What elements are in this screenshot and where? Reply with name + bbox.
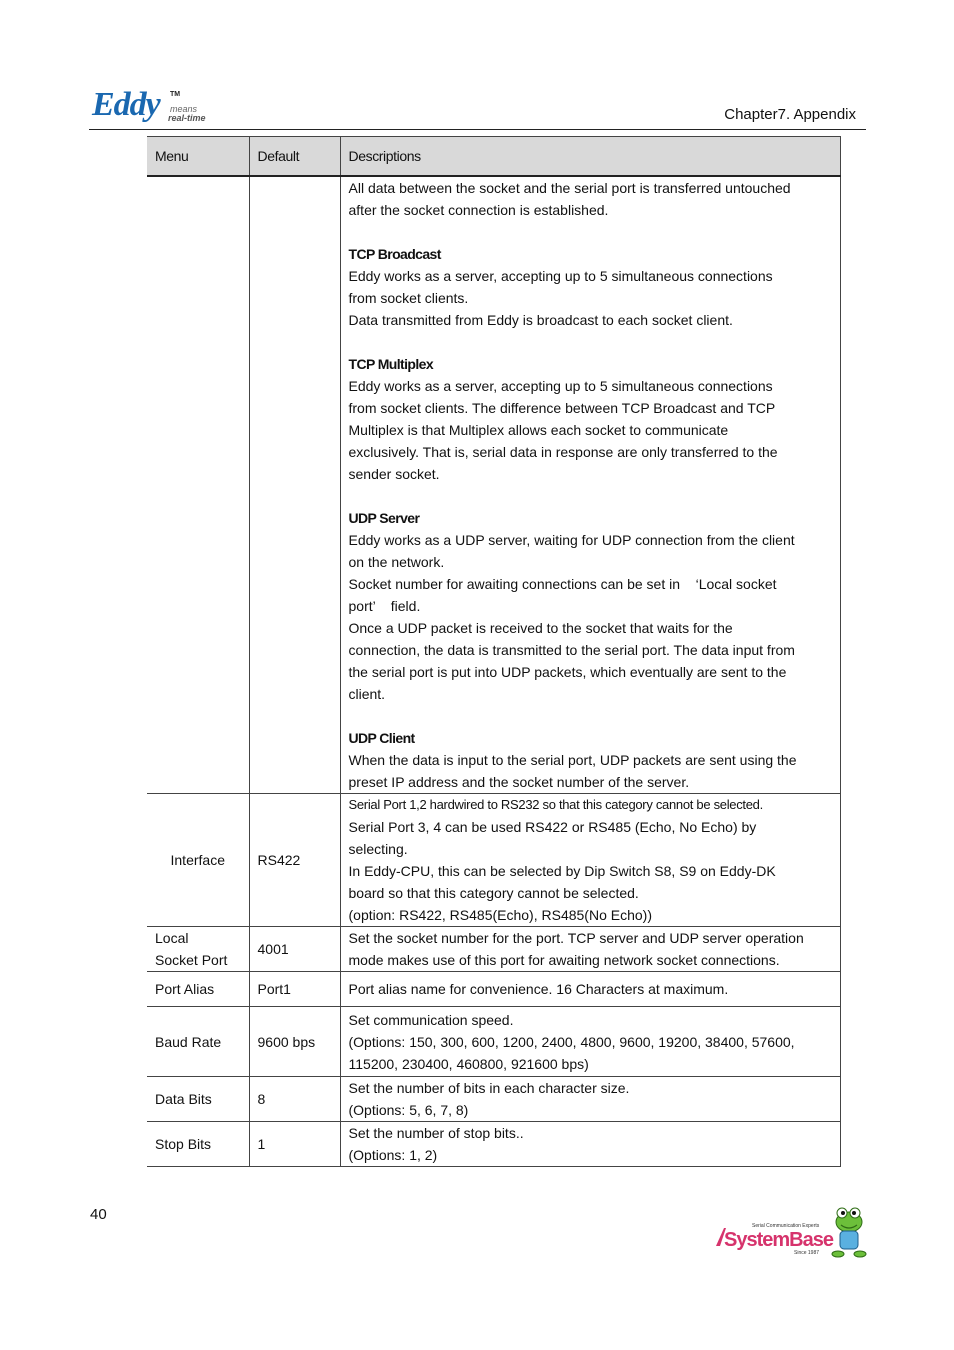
cell-description (340, 1122, 841, 1167)
eddy-logo-realtime: real-time (168, 113, 206, 123)
desc-line: Eddy works as a server, accepting up to 5 simultaneous connections (348, 378, 773, 394)
cell-default: 1 (249, 1122, 340, 1167)
cell-menu (147, 176, 249, 794)
desc-line: preset IP address and the socket number of the server. (348, 774, 690, 790)
eddy-logo-tm: TM (170, 91, 181, 98)
desc-line: selecting. (348, 841, 408, 857)
page-number: 40 (90, 1206, 107, 1223)
column-header-default: Default (249, 137, 340, 177)
cell-menu: Data Bits (147, 1077, 249, 1122)
table-row-interface (147, 794, 841, 927)
cell-default (249, 176, 340, 794)
eddy-logo-means: means (170, 104, 198, 114)
desc-line: client. (348, 686, 386, 702)
desc-line: Serial Port 3, 4 can be used RS422 or RS485 (Echo, No Echo) by (348, 819, 757, 835)
desc-line: Multiplex is that Multiplex allows each socket to communicate (348, 422, 729, 438)
table-row-local-socket-port (147, 927, 841, 972)
cell-description (340, 1007, 841, 1077)
desc-line: after the socket connection is established. (348, 202, 609, 218)
chapter-title: Chapter7. Appendix (724, 106, 856, 123)
cell-menu: Stop Bits (147, 1122, 249, 1167)
table-row-port-alias (147, 972, 841, 1007)
desc-line: board so that this category cannot be selected. (348, 885, 639, 901)
brand-tagline: Serial Communication Experts (752, 1223, 820, 1229)
eddy-logo (92, 86, 212, 126)
desc-line: Eddy works as a server, accepting up to 5 simultaneous connections (348, 268, 773, 284)
desc-line: Set the socket number for the port. TCP server and UDP server operation (348, 930, 804, 946)
desc-line: In Eddy-CPU, this can be selected by Dip Switch S8, S9 on Eddy-DK (348, 863, 776, 879)
systembase-logo (712, 1200, 868, 1262)
desc-line: (Options: 150, 300, 600, 1200, 2400, 4800, 9600, 19200, 38400, 57600, (348, 1033, 795, 1050)
cell-description (340, 1077, 841, 1122)
desc-line: the serial port is put into UDP packets, which eventually are sent to the (348, 664, 787, 680)
desc-line: Serial Port 1,2 hardwired to RS232 so that this category cannot be selected. (348, 797, 763, 812)
desc-line: When the data is input to the serial port, UDP packets are sent using the (348, 752, 797, 768)
brand-name: SystemBase (724, 1229, 833, 1251)
desc-line: exclusively. That is, serial data in response are only transferred to the (348, 444, 778, 460)
cell-description (340, 794, 841, 927)
cell-menu: Port Alias (147, 972, 249, 1007)
cell-description (340, 176, 841, 794)
cell-default: 8 (249, 1077, 340, 1122)
cell-default: 9600 bps (249, 1007, 340, 1077)
desc-line: from socket clients. (348, 290, 469, 306)
cell-description (340, 972, 841, 1007)
table-row-mode (147, 176, 841, 794)
desc-line: Eddy works as a UDP server, waiting for UDP connection from the client (348, 532, 795, 548)
settings-table (147, 136, 841, 1167)
table-row-stop-bits (147, 1122, 841, 1167)
cell-default: RS422 (249, 794, 340, 927)
desc-line: on the network. (348, 554, 445, 570)
table-header-row (147, 137, 841, 177)
table-row-data-bits (147, 1077, 841, 1122)
eddy-logo-word: Eddy (92, 86, 160, 123)
desc-line: mode makes use of this port for awaiting network socket connections. (348, 952, 780, 968)
column-header-descriptions: Descriptions (340, 137, 841, 177)
brand-since: Since 1987 (794, 1250, 820, 1256)
section-title-tcp-multiplex: TCP Multiplex (348, 356, 434, 372)
cell-default: Port1 (249, 972, 340, 1007)
desc-line: Port alias name for convenience. 16 Characters at maximum. (348, 981, 729, 997)
desc-line: port’ field. (348, 598, 421, 614)
cell-menu: Local Socket Port (147, 927, 249, 972)
column-header-menu: Menu (147, 137, 249, 177)
desc-line: (option: RS422, RS485(Echo), RS485(No Echo)) (348, 907, 652, 923)
desc-line: 115200, 230400, 460800, 921600 bps) (348, 1055, 589, 1072)
cell-description (340, 927, 841, 972)
desc-line: Set the number of stop bits.. (348, 1125, 524, 1141)
desc-line: sender socket. (348, 466, 440, 482)
desc-line: connection, the data is transmitted to the serial port. The data input from (348, 642, 795, 658)
section-title-udp-server: UDP Server (348, 510, 420, 526)
desc-line: Set the number of bits in each character size. (348, 1080, 630, 1096)
cell-default: 4001 (249, 927, 340, 972)
desc-line: (Options: 1, 2) (348, 1147, 438, 1163)
desc-line: All data between the socket and the serial port is transferred untouched (348, 180, 791, 196)
desc-line: Once a UDP packet is received to the socket that waits for the (348, 620, 733, 636)
cell-menu: Baud Rate (147, 1007, 249, 1077)
table-row-baud-rate (147, 1007, 841, 1077)
desc-line: (Options: 5, 6, 7, 8) (348, 1102, 469, 1118)
desc-line: Socket number for awaiting connections can be set in ‘Local socket (348, 576, 777, 592)
desc-line: Set communication speed. (348, 1011, 514, 1028)
frog-mascot-icon (832, 1208, 866, 1257)
header-divider (89, 129, 866, 130)
section-title-tcp-broadcast: TCP Broadcast (348, 246, 441, 262)
desc-line: Data transmitted from Eddy is broadcast to each socket client. (348, 312, 733, 328)
desc-line: from socket clients. The difference between TCP Broadcast and TCP (348, 400, 776, 416)
section-title-udp-client: UDP Client (348, 730, 415, 746)
cell-menu: Interface (147, 794, 249, 927)
